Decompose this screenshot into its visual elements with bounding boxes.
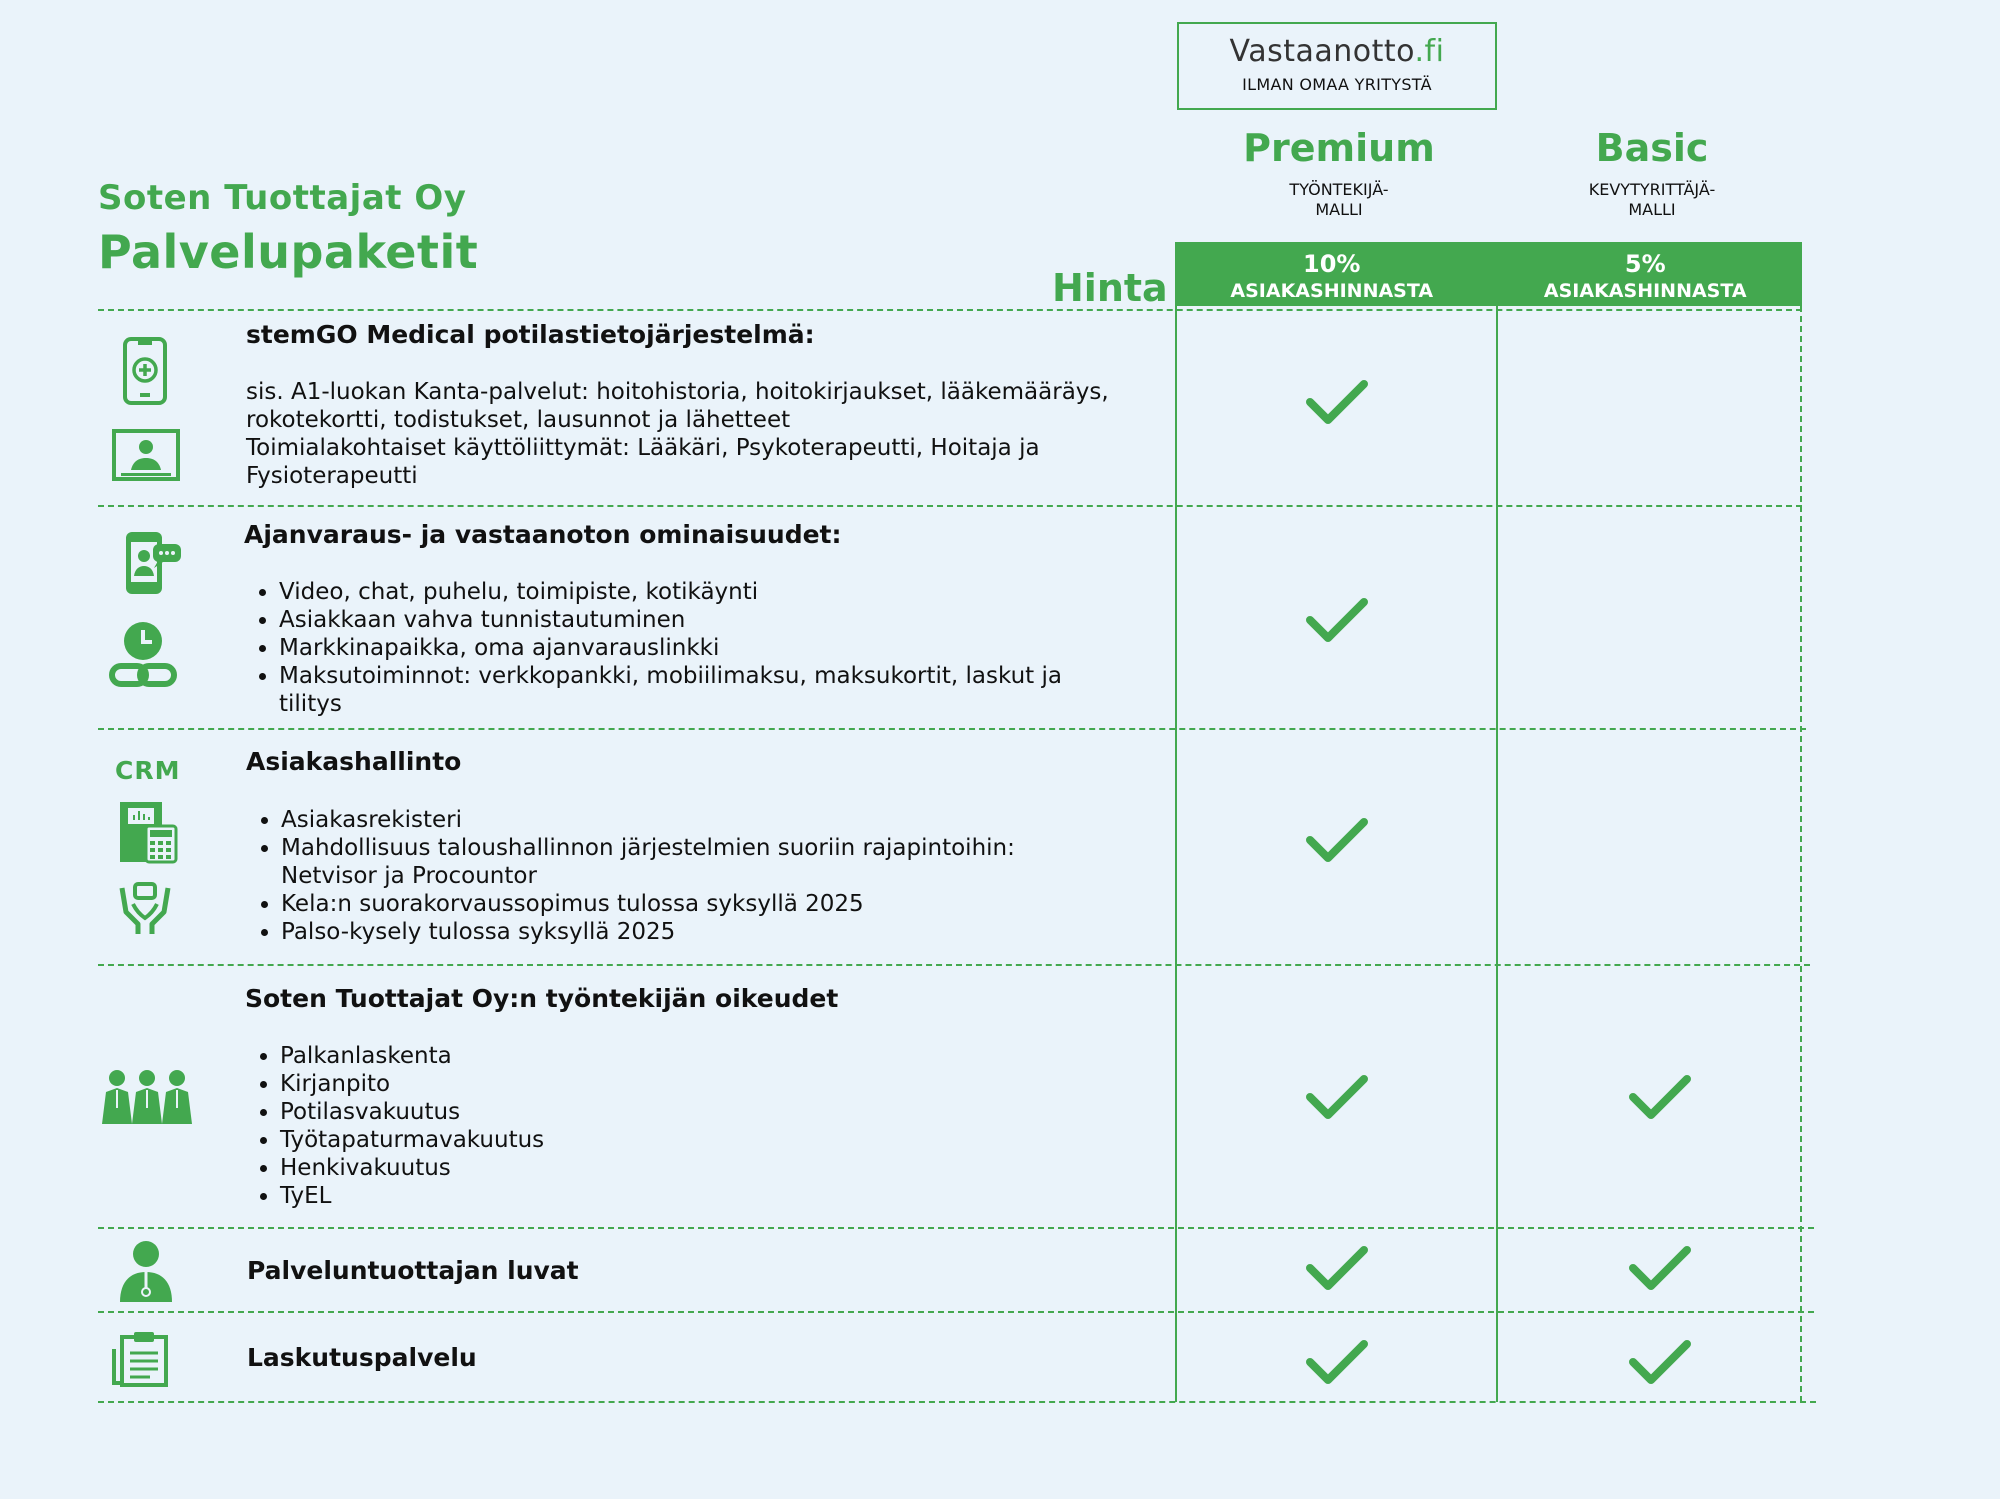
list-item: • Video, chat, puhelu, toimipiste, kotikäynti: [279, 578, 1149, 606]
list-item: • Henkivakuutus: [280, 1154, 1150, 1182]
plan-premium-model: TYÖNTEKIJÄ- MALLI: [1289, 180, 1389, 219]
price-basic: 5% ASIAKASHINNASTA: [1543, 250, 1747, 302]
doctor-icon: [116, 1240, 176, 1308]
feature-bullet-list: [246, 806, 1151, 946]
row-divider: [98, 964, 1810, 966]
doctor-screen-icon: [111, 428, 181, 487]
plan-premium-name: Premium: [1243, 126, 1435, 170]
check-icon-basic: [1629, 1338, 1691, 1390]
list-item: • Asiakasrekisteri: [281, 806, 1151, 834]
list-item: • Markkinapaikka, oma ajanvarauslinkki: [279, 634, 1149, 662]
row-divider: [98, 505, 1802, 507]
check-icon-basic: [1629, 1244, 1691, 1296]
row-divider: [98, 728, 1806, 730]
plan-basic-name: Basic: [1595, 126, 1709, 170]
check-icon-premium: [1306, 1244, 1368, 1296]
feature-title: stemGO Medical potilastietojärjestelmä:: [246, 320, 815, 349]
column-divider: [1496, 306, 1498, 1402]
page-title: Palvelupaketit: [98, 225, 479, 279]
accounting-calculator-icon: [118, 800, 178, 868]
mobile-medical-icon: [122, 336, 168, 410]
crm-label: CRM: [115, 756, 181, 785]
company-name: Soten Tuottajat Oy: [98, 178, 467, 218]
brand-tagline: ILMAN OMAA YRITYSTÄ: [1242, 75, 1432, 94]
list-item: • Palso-kysely tulossa syksyllä 2025: [281, 918, 1151, 946]
plan-basic-model: KEVYTYRITTÄJÄ- MALLI: [1588, 180, 1716, 219]
list-item: • Asiakkaan vahva tunnistautuminen: [279, 606, 1149, 634]
feature-description: sis. A1-luokan Kanta-palvelut: hoitohistoria, hoitokirjaukset, lääkemääräys, rokotekortti, todistukset, lausunnot ja lähetteet Toimialakohtaiset käyttöliittymät: Lääkäri, Psykoterapeutti, Hoitaja ja Fysioterapeutti: [246, 379, 1109, 489]
clock-link-icon: [108, 620, 178, 696]
feature-title: Palveluntuottajan luvat: [247, 1256, 579, 1285]
check-icon-premium: [1306, 596, 1368, 648]
column-divider: [1175, 306, 1177, 1402]
phone-chat-icon: [123, 528, 183, 602]
check-icon-basic: [1629, 1073, 1691, 1125]
list-item: • Palkanlaskenta: [280, 1042, 1150, 1070]
brand-name: Vastaanotto.fi: [1229, 34, 1445, 69]
check-icon-premium: [1306, 1073, 1368, 1125]
feature-title: Ajanvaraus- ja vastaanoton ominaisuudet:: [244, 520, 842, 549]
price-bar: [1175, 242, 1802, 306]
row-divider: [98, 1401, 1816, 1403]
price-label: Hinta: [1052, 266, 1168, 310]
hands-care-icon: [116, 880, 174, 940]
row-divider: [98, 1311, 1814, 1313]
feature-title: Soten Tuottajat Oy:n työntekijän oikeudet: [245, 984, 839, 1013]
column-divider: [1800, 306, 1802, 1402]
list-item: • Potilasvakuutus: [280, 1098, 1150, 1126]
feature-title: Asiakashallinto: [246, 747, 462, 776]
price-premium: 10% ASIAKASHINNASTA: [1230, 250, 1434, 302]
check-icon-premium: [1306, 816, 1368, 868]
check-icon-premium: [1306, 378, 1368, 430]
feature-bullet-list: [244, 578, 1149, 718]
clipboard-invoice-icon: [110, 1331, 170, 1391]
list-item: • Mahdollisuus taloushallinnon järjestelmien suoriin rajapintoihin: Netvisor ja Procountor: [281, 834, 1061, 890]
feature-bullet-list: [245, 1042, 1150, 1210]
employees-group-icon: [100, 1070, 194, 1130]
feature-title: Laskutuspalvelu: [247, 1343, 477, 1372]
list-item: • Kirjanpito: [280, 1070, 1150, 1098]
list-item: • Työtapaturmavakuutus: [280, 1126, 1150, 1154]
check-icon-premium: [1306, 1338, 1368, 1390]
list-item: • Kela:n suorakorvaussopimus tulossa syksyllä 2025: [281, 890, 1151, 918]
brand-box: [1177, 22, 1497, 110]
row-divider: [98, 309, 1802, 311]
list-item: • TyEL: [280, 1182, 1150, 1210]
list-item: • Maksutoiminnot: verkkopankki, mobiilimaksu, maksukortit, laskut ja tilitys: [279, 662, 1089, 718]
row-divider: [98, 1227, 1814, 1229]
